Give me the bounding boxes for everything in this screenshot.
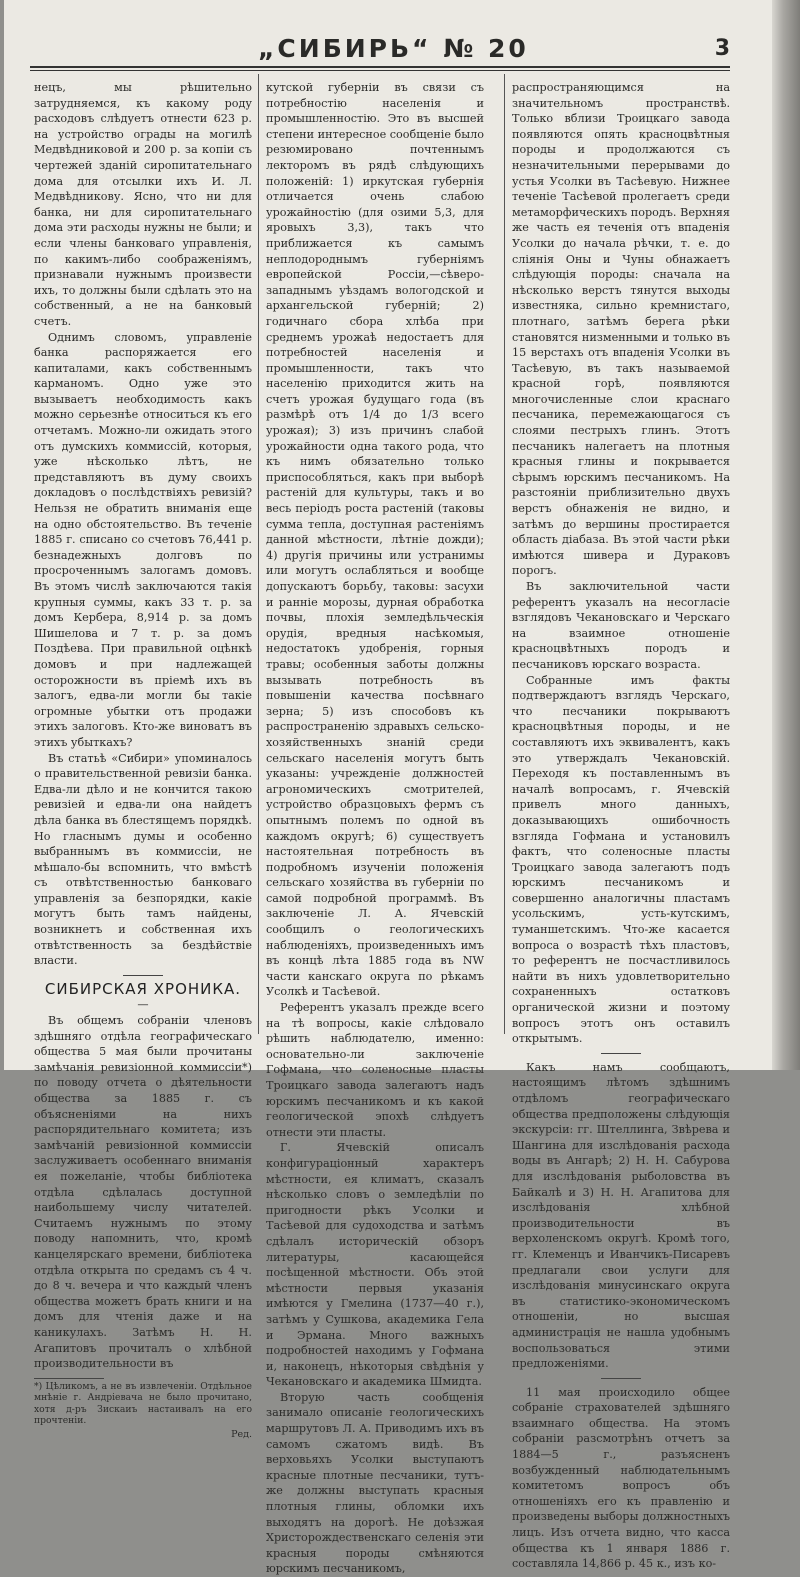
section-separator (601, 1053, 641, 1054)
section-title: СИБИРСКАЯ ХРОНИКА. (44, 979, 242, 998)
masthead-rule-thin (30, 70, 730, 71)
column-3 (512, 80, 730, 1571)
section-separator (123, 975, 163, 976)
article-paragraph: Однимъ словомъ, управленіе банка распоряжается его капиталами, какъ собственнымъ карманомъ. Одно уже это вызываетъ необходимость какъ можно серьезнѣе относиться къ его отчетамъ. Можно-ли ожидать этого отъ думскихъ коммиссій, которыя, уже нѣсколько лѣтъ, не представляютъ въ думу своихъ докладовъ о послѣдствіяхъ ревизій? Нельзя не обратить вниманія еще на одно обстоятельство. Въ теченіе 1885 г. списано со счетовъ 76,441 р. безнадежныхъ долговъ по просроченнымъ залогамъ домовъ. Въ этомъ числѣ заключаются такія крупныя суммы, какъ 33 т. р. за домъ Кербера, 8,914 р. за домъ Шишелова и 7 т. р. за домъ Поздѣева. При правильной оцѣнкѣ домовъ и при надлежащей осторожности въ пріемѣ ихъ въ залогъ, едва-ли могли бы тaкіе огромные убытки отъ продажи этихъ залоговъ. Кто-же виноватъ въ этихъ убыткахъ? (34, 330, 252, 749)
page-edge-shadow (772, 0, 800, 1070)
footnote: *) Цѣликомъ, а не въ извлеченіи. Отдѣльное мнѣніе г. Андріевача не было прочитано, хотя д-ръ Зискаиъ настаивалъ на его прочтеніи. (34, 1380, 252, 1427)
column-divider-1 (258, 74, 259, 1034)
article-paragraph: нецъ, мы рѣшительно затрудняемся, къ какому роду расходовъ слѣдуетъ отнести 623 р. на устройство ограды на могилѣ Медвѣдниковой и 200 р. за копіи съ чертежей зданій сиропитательнаго дома для отсылки ихъ И. Л. Медвѣдникову. Ясно, что ни для банка, ни для сиропитательнаго дома эти расходы нужны не были; и если члены банковаго управленія, по какимъ-либо соображеніямъ, признавали нужнымъ произвести ихъ, то должны были сдѣлать это на собственный, а не на банковый счетъ. (34, 81, 252, 328)
section-separator (601, 1378, 641, 1379)
article-paragraph: 11 мая происходило общее собраніе страхователей здѣшняго взаимнаго общества. На этомъ собраніи разсмотрѣнъ отчетъ за 1884—5 г., разъясненъ возбужденный наблюдательнымъ комитетомъ вопросъ объ отношеніяхъ его къ правленію и произведены выборы должностныхъ лицъ. Изъ отчета видно, что касса общества къ 1 января 1886 г. составляла 14,866 р. 45 к., изъ ко- (512, 1385, 730, 1571)
footnote-rule (34, 1378, 104, 1379)
dash-separator: — (137, 998, 149, 1012)
article-paragraph: Г. Ячевскій описалъ конфигураціонный характеръ мѣстности, ея климатъ, сказалъ нѣсколько словъ о земледѣліи по пригодности рѣкъ Усолки и Тасѣевой для судоходства и затѣмъ сдѣлалъ историческій обзоръ литературы, касающейся посѣщенной мѣстности. Объ этой мѣстности первыя указанія имѣются у Гмелина (1737—40 г.), затѣмъ у Сушкова, академика Гела и Эрмана. Много важныхъ подробностей находимъ у Гофмана и, наконецъ, нѣкоторыя свѣдѣнія у Чекановскаго и академика Шмидта. (266, 1141, 484, 1389)
masthead-rule (30, 66, 730, 68)
article-paragraph: Референтъ указалъ прежде всего на тѣ вопросы, какіе слѣдовало рѣшить наблюдателю, именно: основательно-ли заключеніе Гофмана, что соленосные пласты Троицкаго завода залегаютъ надъ юрскимъ песчаникомъ и къ какой геологической эпохѣ слѣдуетъ отнести эти пласты. (266, 1001, 484, 1139)
article-paragraph: Собранные имъ факты подтверждаютъ взглядъ Черскаго, что песчаники покрываютъ красноцвѣтныя породы, и не составляютъ ихъ эквивалентъ, какъ это утверждалъ Чекановскій. Переходя къ поставленнымъ въ началѣ вопросамъ, г. Ячевскій привелъ много данныхъ, доказывающихъ ошибочность взгляда Гофмана и установилъ фактъ, что соленосные пласты Троицкаго завода залегаютъ подъ юрскимъ песчаникомъ и совершенно аналогичны пластамъ усольскимъ, усть-кутскимъ, туманшетскимъ. Что-же касается вопроса о возрастѣ тѣхъ пластовъ, то референтъ не посчастливилось найти въ нихъ удовлетворительно сохраненныхъ остатковъ органической жизни и поэтому вопросъ этотъ онъ оставилъ открытымъ. (512, 673, 730, 1046)
article-paragraph: Вторую часть сообщенія занимало описаніе геологическихъ маршрутовъ Л. А. Приводимъ ихъ въ самомъ сжатомъ видѣ. Въ верховьяхъ Усолки выступаютъ красные плотные песчаники, тутъ-же должны выступать красныя плотныя глины, обломки ихъ выходятъ на дорогѣ. Не доѣзжая Христорождественскаго селенія эти красныя породы смѣняются юрскимъ песчаникомъ, (266, 1390, 484, 1576)
article-paragraph: Въ заключительной части референтъ указалъ на несогласіе взглядовъ Чекановскаго и Черскаго на взаимное отношеніе красноцвѣтныхъ породъ и песчаниковъ юрскаго возраста. (512, 580, 730, 671)
article-paragraph: Какъ намъ сообщаютъ, настоящимъ лѣтомъ здѣшнимъ отдѣломъ географическаго общества предположены слѣдующія экскурсіи: гг. Штеллинга, Звѣрева и Шангина для изслѣдованія расхода воды въ Ангарѣ; 2) Н. Н. Сабурова для изслѣдованія рыболовства въ Байкалѣ и 3) Н. Н. Агапитова для изслѣдованія хлѣбной производительности въ верхоленскомъ округѣ. Кромѣ того, гг. Клеменцъ и Иванчикъ-Писаревъ предлагали свои услуги для изслѣдованія минусинскаго округа въ статистико-экономическомъ отношеніи, но высшая администрація не нашла удобнымъ воспользоваться этими предложеніями. (512, 1060, 730, 1371)
column-2 (266, 80, 484, 1576)
page-number: 3 (714, 36, 730, 61)
column-divider-2 (504, 74, 505, 1034)
masthead (30, 34, 730, 64)
newspaper-title: „СИБИРЬ“ № 20 (258, 34, 529, 63)
newspaper-page (4, 0, 772, 1576)
article-paragraph: Въ статьѣ «Сибири» упоминалось о правительственной ревизіи банка. Едва-ли дѣло и не кончится такою ревизіей и едва-ли она найдетъ дѣла банка въ блестящемъ порядкѣ. Но гласнымъ думы и особенно выбраннымъ въ коммиссіи, не мѣшало-бы вспомнить, что вмѣстѣ съ отвѣтственностью банковаго управленія за безпорядки, какіе могутъ быть тамъ найдены, возникнетъ и собственная ихъ отвѣтственность за бездѣйствіе власти. (34, 751, 252, 968)
article-paragraph: кутской губерніи въ связи съ потребностію населенія и промышленностію. Это въ высшей степени интересное сообщеніе было резюмировано почтеннымъ лекторомъ въ рядѣ слѣдующихъ положеній: 1) иркутская губернія отличается очень слабою урожайностію (для озими 5,3, для яровыхъ 3,3), такъ что приближается къ самымъ неплодороднымъ губерніямъ европейской Россіи,—сѣверо-западнымъ уѣздамъ вологодской и архангельской губерній; 2) годичнаго сбора хлѣба при среднемъ урожаѣ недостаетъ для потребностей населенія и промышленности, такъ что населенію приходится жить на счетъ урожая будущаго года (въ размѣрѣ отъ 1/4 до 1/3 всего урожая); 3) изъ причинъ слабой урожайности одна такого рода, что къ нимъ обязательно только приспособляться, какъ при выборѣ растеній для культуры, такъ и во весь періодъ роста растеній (таковы сумма тепла, доступная растеніямъ данной мѣстности, лѣтніе дожди); 4) другія причины или устранимы или могутъ ослабляться и вообще допускаютъ борьбу, таковы: засухи и ранніе морозы, дурная обработка почвы, плохія земледѣльческія орудія, вредныя насѣкомыя, недостатокъ удобренія, горныя травы; особенныя заботы должны вызывать потребность въ повышеніи качества посѣвнаго зерна; 5) изъ способовъ къ распространенію здравыхъ сельско-хозяйственныхъ знаній среди сельскаго населенія могутъ быть указаны: учрежденіе должностей агрономическихъ смотрителей, устройство образцовыхъ фермъ съ опытнымъ полемъ по одной въ каждомъ округѣ; 6) существуетъ настоятельная потребность въ подробномъ изученіи положенія сельскаго хозяйства въ губерніи по самой подробной программѣ. Въ заключеніе Л. А. Ячевскій сообщилъ о геологическихъ наблюденіяхъ, произведенныхъ имъ въ концѣ лѣта 1885 года въ NW части канскаго округа по рѣкамъ Усолкѣ и Тасѣевой. (266, 81, 484, 999)
column-1 (34, 80, 252, 1440)
article-paragraph: распространяющимся на значительномъ пространствѣ. Только вблизи Троицкаго завода появляются опять красноцвѣтныя породы и продолжаются съ незначительными перерывами до устья Усолки въ Тасѣевую. Нижнее теченіе Тасѣевой пролегаетъ среди метаморфическихъ породъ. Верхняя же часть ея теченія отъ впаденія Усолки до начала рѣчки, т. е. до сліянія Оны и Чуны обнажаетъ слѣдующія породы: сначала на нѣсколько верстъ тянутся выходы известняка, сильно кремнистаго, плотнаго, затѣмъ берега рѣки становятся низменными и только въ 15 верстахъ отъ впаденія Усолки въ Тасѣевую, въ такъ называемой красной горѣ, появляются многочисленные слои краснаго песчаника, перемежающагося съ слоями пестрыхъ глинъ. Этотъ песчаникъ налегаетъ на плотныя красныя глины и покрывается сѣрымъ юрскимъ песчаникомъ. На разстояніи приблизительно двухъ верстъ обнаженія не видно, и затѣмъ до вершины простирается область діабаза. Въ этой части рѣки имѣются шивера и Дураковъ порогъ. (512, 81, 730, 578)
editor-signature: Ред. (231, 1428, 252, 1440)
article-paragraph: Въ общемъ собраніи членовъ здѣшняго отдѣла географическаго общества 5 мая были прочитаны замѣчанія ревизіонной коммиссіи*) по поводу отчета о дѣятельности общества за 1885 г. съ объясненіями на нихъ распорядительнаго комитета; изъ замѣчаній ревизіонной коммиссіи заслуживаетъ особеннаго вниманія ея пожеланіе, чтобы библіотека отдѣла сдѣлалась доступной наибольшему числу читателей. Считаемъ нужнымъ по этому поводу напомнить, что, кромѣ канцелярскаго времени, библіотека отдѣла открыта по средамъ съ 4 ч. до 8 ч. вечера и что каждый членъ общества можетъ брать книги и на домъ для чтенія даже и на каникулахъ. Затѣмъ Н. Н. Агапитовъ прочиталъ о хлѣбной производительности въ (34, 1014, 252, 1371)
